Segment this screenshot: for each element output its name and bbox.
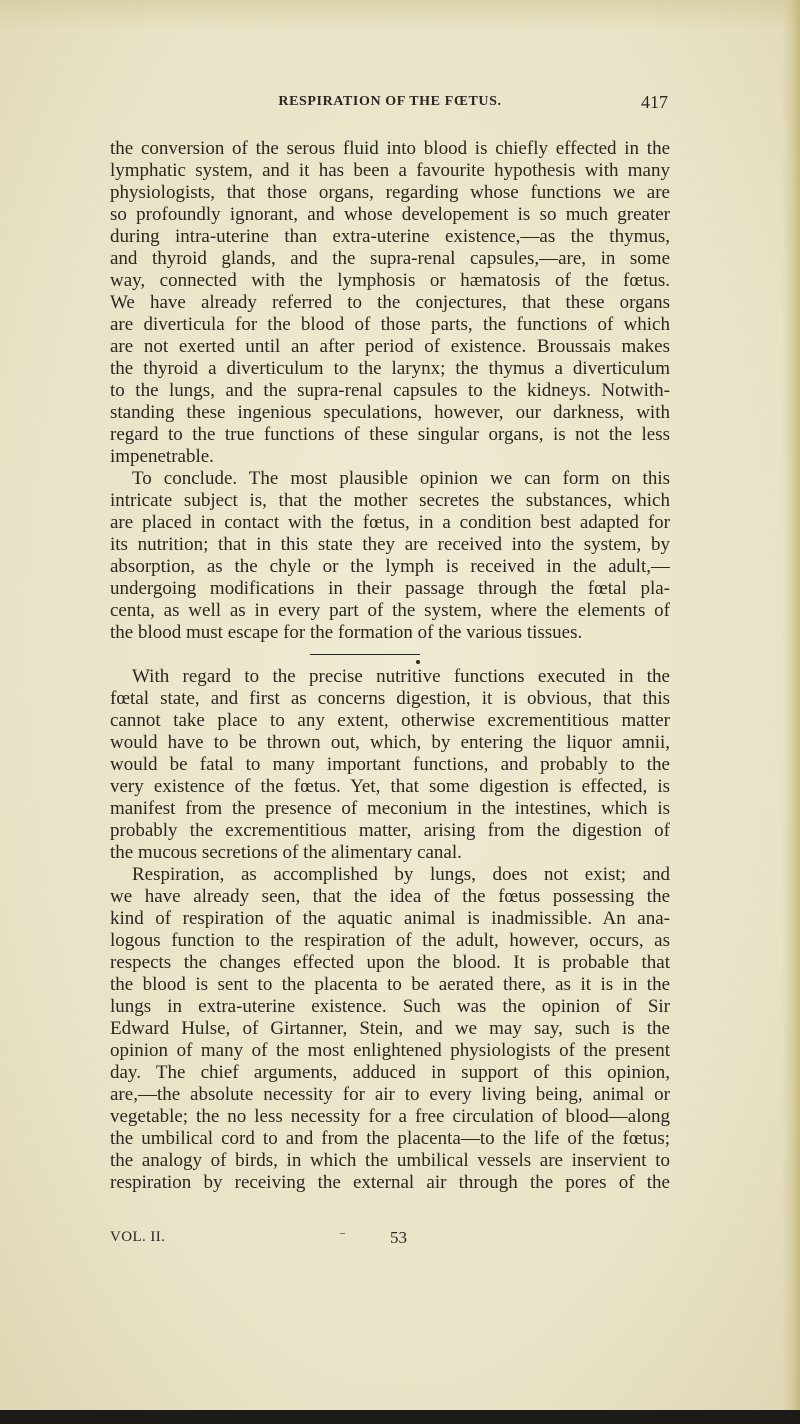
page-right-edge-shading	[782, 0, 800, 1424]
text-line: undergoing modifications in their passage through the fœtal pla-	[110, 578, 670, 599]
text-line: the blood must escape for the formation of the various tissues.	[110, 622, 583, 643]
text-line: vegetable; the no less necessity for a free circulation of blood—along	[110, 1106, 670, 1127]
text-line: physiologists, that those organs, regarding whose functions we are	[110, 182, 670, 203]
volume-label: VOL. II.	[110, 1229, 166, 1245]
running-head: RESPIRATION OF THE FŒTUS.	[278, 94, 502, 109]
text-line: are placed in contact with the fœtus, in a condition best adapted for	[110, 512, 670, 533]
page-footer	[110, 1229, 670, 1249]
text-line: are diverticula for the blood of those parts, the functions of which	[110, 314, 670, 335]
text-line: very existence of the fœtus. Yet, that some digestion is effected, is	[110, 776, 670, 797]
body-text	[110, 138, 670, 1194]
text-line: Respiration, as accomplished by lungs, does not exist; and	[132, 864, 670, 885]
text-line: we have already seen, that the idea of the fœtus possessing the	[110, 886, 670, 907]
text-line: probably the excrementitious matter, arising from the digestion of	[110, 820, 670, 841]
text-line: would have to be thrown out, which, by entering the liquor amnii,	[110, 732, 670, 753]
text-line: the analogy of birds, in which the umbilical vessels are inservient to	[110, 1150, 670, 1171]
text-line: impenetrable.	[110, 446, 214, 467]
text-line: respiration by receiving the external air through the pores of the	[110, 1172, 670, 1193]
text-line: Edward Hulse, of Girtanner, Stein, and we may say, such is the	[110, 1018, 670, 1039]
text-line: lungs in extra-uterine existence. Such was the opinion of Sir	[110, 996, 670, 1017]
text-line: lymphatic system, and it has been a favourite hypothesis with many	[110, 160, 670, 181]
text-line: We have already referred to the conjectures, that these organs	[110, 292, 670, 313]
text-line: regard to the true functions of these singular organs, is not the less	[110, 424, 670, 445]
scan-bottom-edge	[0, 1410, 800, 1424]
text-line: the thyroid a diverticulum to the larynx; the thymus a diverticulum	[110, 358, 670, 379]
text-line: absorption, as the chyle or the lymph is received in the adult,—	[110, 556, 670, 577]
text-line: centa, as well as in every part of the system, where the elements of	[110, 600, 670, 621]
text-line: the mucous secretions of the alimentary canal.	[110, 842, 462, 863]
text-line: With regard to the precise nutritive functions executed in the	[132, 666, 670, 687]
text-line: during intra-uterine than extra-uterine existence,—as the thymus,	[110, 226, 670, 247]
footer-mark	[340, 1233, 345, 1234]
text-line: so profoundly ignorant, and whose developement is so much greater	[110, 204, 670, 225]
text-line: and thyroid glands, and the supra-renal capsules,—are, in some	[110, 248, 670, 269]
text-line: respects the changes effected upon the blood. It is probable that	[110, 952, 670, 973]
separator-dot	[416, 660, 420, 664]
text-line: the blood is sent to the placenta to be aerated there, as it is in the	[110, 974, 670, 995]
text-line: way, connected with the lymphosis or hæmatosis of the fœtus.	[110, 270, 670, 291]
text-line: fœtal state, and first as concerns digestion, it is obvious, that this	[110, 688, 670, 709]
text-line: kind of respiration of the aquatic animal is inadmissible. An ana-	[110, 908, 670, 929]
signature-mark: 53	[390, 1228, 407, 1247]
text-line: are not exerted until an after period of existence. Broussais makes	[110, 336, 670, 357]
page-top-shading	[0, 0, 800, 30]
text-line: intricate subject is, that the mother secretes the substances, which	[110, 490, 670, 511]
text-line: day. The chief arguments, adduced in support of this opinion,	[110, 1062, 670, 1083]
text-line: the conversion of the serous fluid into blood is chiefly effected in the	[110, 138, 670, 159]
text-line: opinion of many of the most enlightened physiologists of the present	[110, 1040, 670, 1061]
text-line: To conclude. The most plausible opinion we can form on this	[132, 468, 670, 489]
text-line: to the lungs, and the supra-renal capsules to the kidneys. Notwith-	[110, 380, 670, 401]
text-line: manifest from the presence of meconium in the intestines, which is	[110, 798, 670, 819]
section-separator	[110, 644, 670, 666]
text-line: cannot take place to any extent, otherwise excrementitious matter	[110, 710, 670, 731]
text-line: its nutrition; that in this state they are received into the system, by	[110, 534, 670, 555]
text-line: logous function to the respiration of the adult, however, occurs, as	[110, 930, 670, 951]
text-line: the umbilical cord to and from the placenta—to the life of the fœtus;	[110, 1128, 670, 1149]
text-line: are,—the absolute necessity for air to every living being, animal or	[110, 1084, 670, 1105]
text-line: would be fatal to many important functions, and probably to the	[110, 754, 670, 775]
page-number: 417	[641, 92, 668, 112]
separator-rule	[310, 654, 420, 655]
text-line: standing these ingenious speculations, however, our darkness, with	[110, 402, 670, 423]
page-header	[112, 92, 668, 118]
